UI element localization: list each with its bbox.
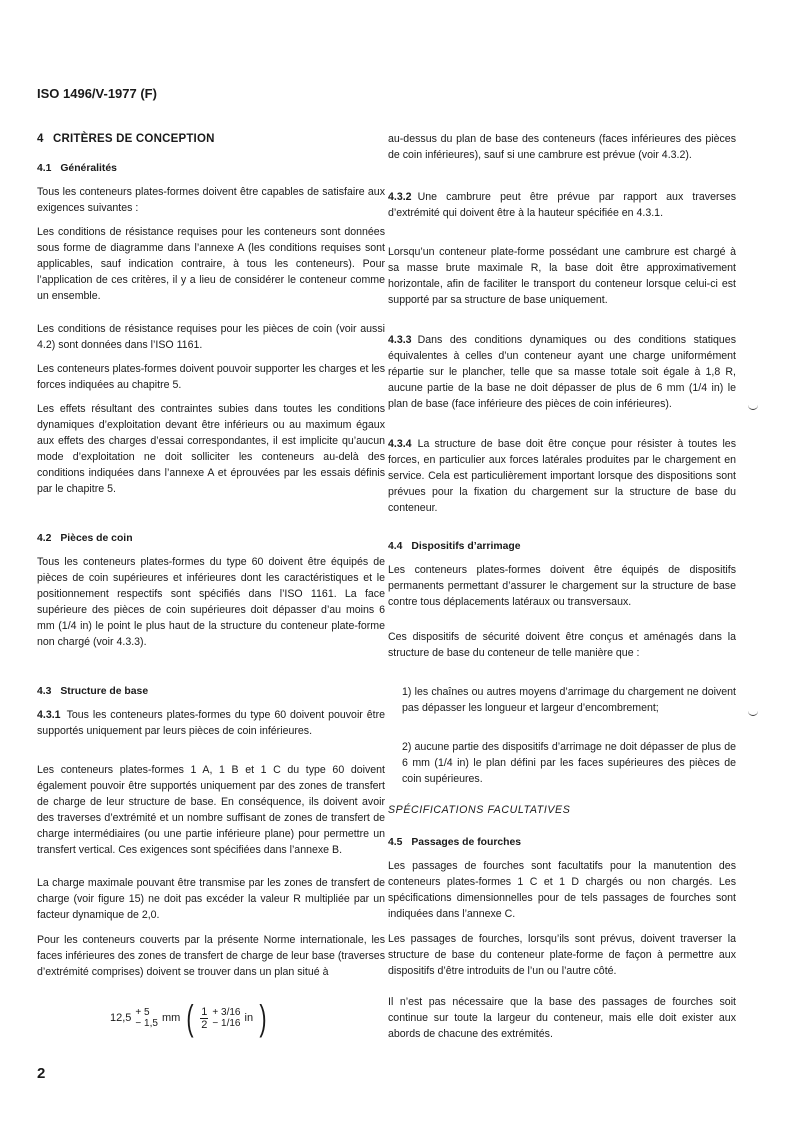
paragraph-4-3-3 <box>388 332 736 412</box>
paragraph-text: Une cambrure peut être prévue par rapport aux traverses d’extrémité qui doivent être à la hauteur spécifiée en 4.3.1. <box>388 191 736 219</box>
tol-plus: + 5 <box>135 1007 150 1018</box>
section-number: 4.2 <box>37 533 52 544</box>
section-title: Pièces de coin <box>60 533 133 544</box>
section-4-1-heading <box>37 161 385 177</box>
section-number: 4.3.4 <box>388 438 412 450</box>
margin-mark <box>748 710 758 716</box>
section-4-heading <box>37 131 385 147</box>
section-title: Dispositifs d’arrimage <box>411 541 521 552</box>
formula-fraction <box>200 1006 208 1031</box>
paragraph: La charge maximale pouvant être transmise par les zones de transfert de charge (voir figure 15) ne doit pas excéder la valeur R multipliée par un facteur dynamique de 2,0. <box>37 877 385 921</box>
paragraph: Lorsqu’un conteneur plate-forme possédant une cambrure est chargé à sa masse brute maximale R, la base doit être approximativement horizontale, afin de faciliter le transport du conteneur lorsque celui-ci est supporté par sa structure de base uniquement. <box>388 246 736 306</box>
paragraph: Les conditions de résistance requises pour les conteneurs sont données sous forme de diagramme dans l’annexe A (les conditions requises sont applicables, sauf indication contraire, à tous les conteneurs). Pour l’application de ces critères, il y a lieu de considérer le conteneur comme un ensemble. <box>37 226 385 302</box>
list-item: 2) aucune partie des dispositifs d’arrimage ne doit dépasser de plus de 6 mm (1/4 in) le plan défini par les faces supérieures des pièces de coin supérieures. <box>402 741 736 785</box>
paragraph: au-dessus du plan de base des conteneurs (faces inférieures des pièces de coin inférieures), sauf si une cambrure est prévue (voir 4.3.2). <box>388 133 736 161</box>
numerator: 1 <box>201 1005 208 1018</box>
tol-minus: − 1,5 <box>135 1018 158 1029</box>
paragraph: Ces dispositifs de sécurité doivent être conçus et aménagés dans la structure de base du conteneur de telle manière que : <box>388 631 736 659</box>
section-4-3-heading <box>37 684 385 700</box>
section-number: 4.3 <box>37 686 52 697</box>
paren-open: ( <box>186 997 194 1038</box>
paragraph: Les passages de fourches, lorsqu’ils sont prévus, doivent traverser la structure de base du conteneur plate-forme de façon à permettre aux dispositifs d’être introduits de l’un ou l’autre côté. <box>388 933 736 977</box>
formula-base: 12,5 <box>110 1012 132 1024</box>
section-title: Structure de base <box>60 686 149 697</box>
section-title: Passages de fourches <box>411 837 522 848</box>
tol-minus-in: − 1/16 <box>212 1018 241 1029</box>
section-title: Généralités <box>60 163 117 174</box>
paragraph: Les conteneurs plates-formes doivent être équipés de dispositifs permanents permettant d’assurer le chargement sur la structure de base contre tous déplacements latéraux ou transversaux. <box>388 564 736 608</box>
page-number: 2 <box>37 1065 46 1082</box>
paragraph-text: Tous les conteneurs plates-formes du type 60 doivent pouvoir être supportés uniquement par leurs pièces de coin inférieures. <box>37 709 385 737</box>
section-number: 4.1 <box>37 163 52 174</box>
paragraph-text: Dans des conditions dynamiques ou des conditions statiques équivalentes à celles d’un conteneur ayant une charge uniformément répartie sur le plancher, telle que sa masse totale soit égale à 1,8 R, aucune partie de la base ne doit dépasser de plus de 6 mm (1/4 in) le plan de base (face inférieure des pièces de coin inférieures). <box>388 334 736 410</box>
formula-tolerance-in <box>212 1007 240 1029</box>
section-title: CRITÈRES DE CONCEPTION <box>53 133 215 145</box>
paragraph: Les conditions de résistance requises pour les pièces de coin (voir aussi 4.2) sont données dans l’ISO 1161. <box>37 323 385 351</box>
section-4-2-heading <box>37 531 385 547</box>
paragraph-4-3-4 <box>388 436 736 516</box>
formula-unit: mm <box>161 1012 181 1024</box>
optional-specs-heading: SPÉCIFICATIONS FACULTATIVES <box>388 804 571 816</box>
formula-tolerance <box>135 1007 158 1029</box>
section-number: 4.5 <box>388 837 403 848</box>
section-4-5-heading <box>388 835 736 851</box>
paragraph: Les passages de fourches sont facultatifs pour la manutention des conteneurs plates-formes 1 C et 1 D chargés ou non chargés. Les spécifications dimensionnelles pour de tels passages de fourches sont indiquées dans l’annexe C. <box>388 860 736 920</box>
formula-unit-in: in <box>244 1012 254 1024</box>
paragraph-4-3-1 <box>37 707 385 739</box>
paren-close: ) <box>259 997 267 1038</box>
paragraph-4-3-2 <box>388 189 736 221</box>
tol-plus-in: + 3/16 <box>212 1007 241 1018</box>
list-item: 1) les chaînes ou autres moyens d’arrimage du chargement ne doivent pas dépasser les longueur et largeur d’encombrement; <box>402 686 736 714</box>
paragraph: Tous les conteneurs plates-formes du type 60 doivent être équipés de pièces de coin supérieures et inférieures dont les caractéristiques et le positionnement respectifs sont spécifiés dans l’ISO 1161. La face supérieure des pièces de coin supérieures doit dépasser d’au moins 6 mm (1/4 in) le point le plus haut de la structure du conteneur plate-forme non chargé (voir 4.3.3). <box>37 556 385 648</box>
section-number: 4.3.1 <box>37 709 61 721</box>
margin-mark <box>748 404 758 410</box>
paragraph-text: La structure de base doit être conçue pour résister à toutes les forces, en particulier aux forces latérales produites par le chargement en service. Cela est particulièrement important lorsque des dispositions sont prévues pour la fixation du chargement sur la structure de base du conteneur. <box>388 438 736 514</box>
paragraph: Tous les conteneurs plates-formes doivent être capables de satisfaire aux exigences suivantes : <box>37 186 385 214</box>
paragraph: Les effets résultant des contraintes subies dans toutes les conditions dynamiques d’exploitation devant être inférieurs ou au maximum égaux aux effets des charges d’essai correspondantes, il est implicite qu’aucun mode d’exploitation ne doit solliciter les conteneurs au-delà des conditions indiquées dans l’annexe A et éprouvées par les essais définis par le chapitre 5. <box>37 403 385 495</box>
section-number: 4.3.3 <box>388 334 412 346</box>
document-header: ISO 1496/V-1977 (F) <box>37 86 157 101</box>
denominator: 2 <box>201 1018 208 1031</box>
section-number: 4 <box>37 133 44 145</box>
paragraph: Les conteneurs plates-formes 1 A, 1 B et 1 C du type 60 doivent également pouvoir être supportés uniquement par des zones de transfert de charge de leur structure de base. En conséquence, ils doivent avoir des traverses d’extrémité et un nombre suffisant de zones de transfert de charge intermédiaires (ou une partie inférieure plane) pour permettre un transfert vertical. Ces exigences sont spécifiées dans l’annexe B. <box>37 764 385 856</box>
paragraph: Il n’est pas nécessaire que la base des passages de fourches soit continue sur toute la largeur du conteneur, mais elle doit exister aux abords de chacune des extrémités. <box>388 996 736 1040</box>
paragraph: Pour les conteneurs couverts par la présente Norme internationale, les faces inférieures des zones de transfert de charge de leur base (traverses d’extrémité comprises) doivent se trouver dans un plan situé à <box>37 934 385 978</box>
section-4-4-heading <box>388 539 736 555</box>
formula <box>110 997 269 1038</box>
section-number: 4.4 <box>388 541 403 552</box>
paragraph: Les conteneurs plates-formes doivent pouvoir supporter les charges et les forces indiquées au chapitre 5. <box>37 363 385 391</box>
section-number: 4.3.2 <box>388 191 412 203</box>
